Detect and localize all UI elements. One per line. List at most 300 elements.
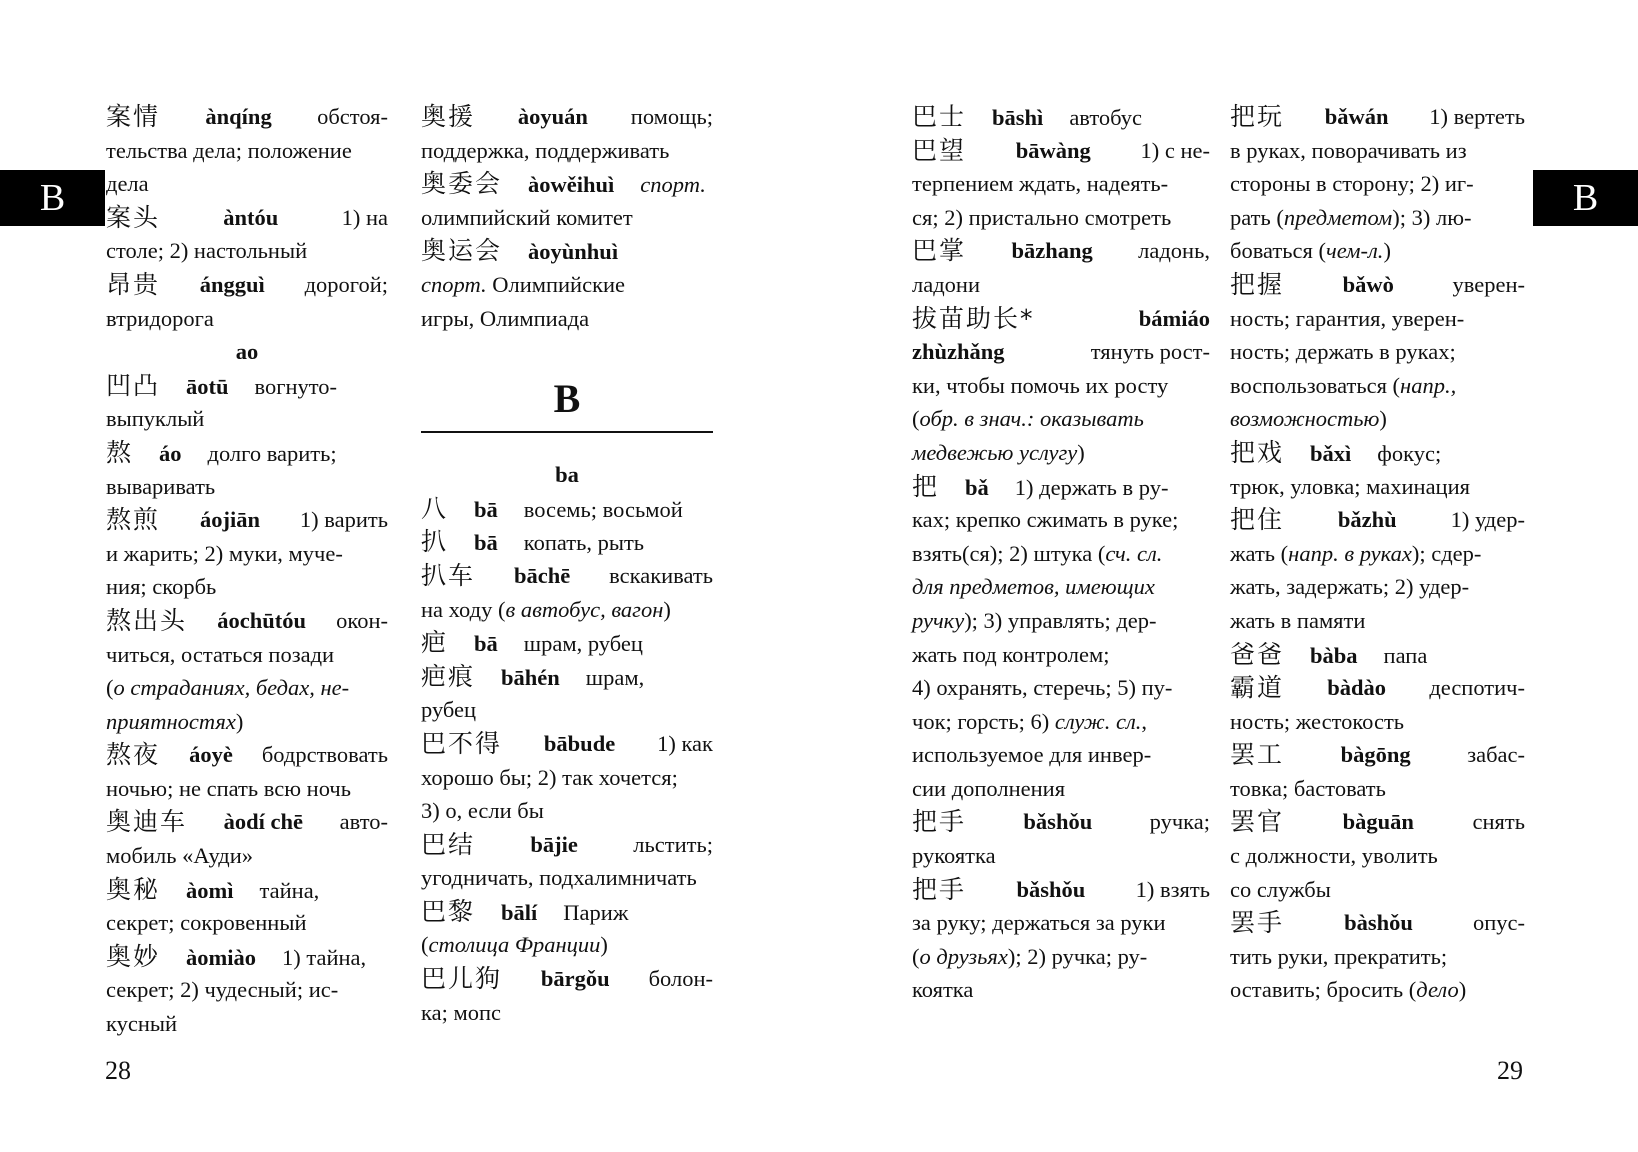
definition-italic: для предметов, имеющих (912, 574, 1155, 600)
headword-hanzi: 巴望 (912, 135, 967, 165)
definition-italic: о друзьях (919, 943, 1008, 969)
definition-italic: о страданиях, бедах, не- (113, 675, 350, 701)
entry-line (1230, 973, 1525, 1007)
definition-text: на ходу ( (421, 596, 506, 622)
pinyin: bǎzhù (1337, 507, 1397, 533)
entry-line (421, 996, 713, 1030)
entry-line (106, 302, 388, 336)
entry-line (106, 772, 388, 806)
pinyin: bāzhang (1011, 238, 1093, 264)
entry-line (421, 525, 713, 559)
entry-line (1230, 940, 1525, 974)
headword-hanzi: 把戏 (1230, 437, 1285, 467)
definition-text: читься, остаться позади (106, 641, 335, 667)
entry-line (1230, 302, 1525, 336)
pinyin: bā (474, 496, 498, 522)
definition-text: автобус (1069, 105, 1142, 130)
definition-text: ) (235, 708, 244, 734)
definition-text: 1) на (341, 204, 388, 230)
entry-line (421, 962, 713, 996)
pinyin: bǎshǒu (1016, 876, 1086, 902)
entry-line (421, 302, 713, 336)
definition-text: вскакивать (609, 562, 713, 588)
headword-hanzi: 奥委会 (421, 169, 503, 199)
entry-line (1230, 201, 1525, 235)
definition-text: ( (912, 943, 920, 969)
entry-line (912, 335, 1210, 369)
definition-text: хорошо бы; 2) так хочется; (421, 764, 678, 790)
definition-text: взять(ся); 2) штука ( (912, 540, 1106, 566)
entry-line (421, 268, 713, 302)
definition-text: обстоя- (317, 104, 388, 129)
entry-line (1230, 805, 1525, 839)
entry-line (106, 503, 388, 537)
entry-line (1230, 839, 1525, 873)
entry-line (1230, 906, 1525, 940)
definition-text: ручка; (1149, 809, 1210, 835)
definition-text: ); сдер- (1411, 540, 1482, 566)
entry-line (421, 761, 713, 795)
entry-line (912, 369, 1210, 403)
definition-text: оставить; бросить ( (1230, 977, 1417, 1003)
definition-text: ках; крепко сжимать в руке; (912, 507, 1179, 533)
definition-italic: спорт. (640, 172, 706, 198)
section-rule (421, 431, 713, 458)
pinyin: bǎxì (1310, 440, 1352, 466)
definition-text: рубец (421, 697, 477, 723)
entry-line (106, 604, 388, 638)
definition-text: трюк, уловка; махинация (1230, 473, 1470, 499)
definition-text: жать в памяти (1230, 607, 1366, 633)
definition-text: используемое для инвер- (912, 742, 1152, 768)
column-2-bottom (421, 458, 713, 1029)
pinyin: bámiáo (1138, 305, 1210, 331)
entry-line (106, 570, 388, 604)
pinyin: àomiào (186, 944, 257, 970)
definition-text: олимпийский комитет (421, 204, 633, 230)
headword-hanzi: 熬夜 (106, 740, 161, 770)
definition-text: авто- (339, 809, 388, 835)
entry-line (106, 805, 388, 839)
headword-hanzi: 巴不得 (421, 728, 503, 758)
definition-italic: предметом (1283, 204, 1393, 230)
entry-line (1230, 369, 1525, 403)
entry-line (912, 671, 1210, 705)
column-1 (106, 100, 388, 1041)
entry-line (106, 671, 388, 705)
headword-hanzi: 奥迪车 (106, 807, 188, 837)
pinyin: àodí chē (223, 809, 304, 835)
entry-line (912, 436, 1210, 470)
definition-text: жать под контролем; (912, 641, 1110, 667)
column-3 (912, 100, 1210, 1007)
entry-line (106, 873, 388, 907)
headword-hanzi: 八 (421, 493, 449, 523)
entry-line (1230, 772, 1525, 806)
definition-text: со службы (1230, 876, 1331, 902)
definition-text: ); 2) ручка; ру- (1007, 943, 1148, 969)
entry-line (1230, 604, 1525, 638)
entry-line (421, 593, 713, 627)
pinyin: bàgōng (1340, 742, 1411, 768)
entry-line (106, 973, 388, 1007)
entry-line (1230, 335, 1525, 369)
pinyin: bǎ (965, 474, 989, 500)
entry-line (1230, 436, 1525, 470)
entry-line (912, 100, 1210, 134)
pinyin: ao (235, 339, 259, 365)
headword-hanzi: 把玩 (1230, 102, 1285, 131)
definition-italic: медвежью услугу (912, 439, 1078, 465)
entry-line (912, 772, 1210, 806)
definition-text: и жарить; 2) муки, муче- (106, 540, 343, 566)
definition-text: ) (600, 932, 608, 958)
entry-line (1230, 167, 1525, 201)
definition-text: воспользоваться ( (1230, 372, 1401, 398)
headword-hanzi: 把手 (912, 874, 967, 904)
entry-line (1230, 234, 1525, 268)
definition-text: за руку; держаться за руки (912, 910, 1166, 936)
headword-hanzi: 熬 (106, 437, 134, 467)
pinyin: áojiān (199, 507, 260, 533)
definition-text: тайна, (259, 877, 320, 903)
headword-hanzi: 巴黎 (421, 896, 476, 926)
entry-line (1230, 638, 1525, 672)
definition-text: ( (421, 932, 429, 958)
pinyin: ba (555, 462, 579, 488)
pinyin: bāchē (513, 562, 571, 588)
definition-text: угодничать, подхалимничать (421, 865, 697, 891)
headword-hanzi: 巴士 (912, 102, 967, 131)
definition-text: секрет; сокровенный (106, 910, 307, 936)
definition-text: 1) с не- (1140, 137, 1210, 163)
entry-line (1230, 268, 1525, 302)
definition-italic: дело (1416, 977, 1459, 1003)
definition-text: чок; горсть; 6) (912, 708, 1055, 734)
definition-text: кусный (106, 1011, 178, 1037)
entry-line (1230, 873, 1525, 907)
definition-italic: столица Франции (428, 932, 601, 958)
definition-text: помощь; (630, 104, 713, 129)
entry-line (1230, 738, 1525, 772)
definition-text: вываривать (106, 473, 216, 499)
pinyin: bājie (530, 831, 578, 857)
pinyin: ángguì (199, 271, 265, 297)
headword-hanzi: 熬煎 (106, 505, 161, 535)
headword-hanzi: 案情 (106, 102, 161, 131)
definition-text: восемь; восьмой (523, 496, 683, 522)
headword-hanzi: 巴儿狗 (421, 964, 503, 994)
entry-line (421, 794, 713, 828)
headword-hanzi: 巴结 (421, 829, 476, 859)
entry-line (912, 537, 1210, 571)
pinyin: bàguān (1342, 809, 1414, 835)
definition-text: шрам, рубец (523, 631, 643, 657)
definition-italic: служ. сл. (1054, 708, 1142, 734)
definition-text: терпением ждать, надеять- (912, 171, 1169, 197)
pinyin: àoyùnhuì (528, 239, 619, 265)
definition-text: ) (1458, 977, 1467, 1003)
definition-text: ность; гарантия, уверен- (1230, 305, 1465, 331)
entry-line (1230, 402, 1525, 436)
pinyin: bāwàng (1015, 137, 1091, 163)
definition-text: ки, чтобы помочь их росту (912, 372, 1169, 398)
definition-text: выпуклый (106, 406, 205, 432)
entry-line (106, 1007, 388, 1041)
definition-text: ния; скорбь (106, 574, 217, 600)
definition-text: ся; 2) пристально смотреть (912, 204, 1172, 230)
entry-line (1230, 134, 1525, 168)
entry-line (1230, 537, 1525, 571)
definition-text: ночью; не спать всю ночь (106, 775, 351, 801)
entry-line (912, 470, 1210, 504)
column-4 (1230, 100, 1525, 1007)
entry-line (106, 201, 388, 235)
definition-italic: обр. в знач.: оказывать (919, 406, 1144, 432)
entry-line (106, 402, 388, 436)
definition-text: фокус; (1377, 440, 1442, 466)
entry-line (1230, 671, 1525, 705)
pinyin: bālí (501, 899, 538, 925)
entry-line (1230, 570, 1525, 604)
pinyin: áo (159, 440, 182, 466)
definition-text: ность; жестокость (1230, 708, 1405, 734)
entry-line (421, 828, 713, 862)
definition-text: 1) взять (1135, 876, 1210, 902)
entry-line (912, 134, 1210, 168)
definition-italic: в автобус, вагон (505, 596, 664, 622)
definition-text: жать ( (1230, 540, 1289, 566)
definition-text: ладонь, (1138, 238, 1210, 264)
definition-text: деспотич- (1429, 675, 1525, 701)
definition-italic: спорт. (421, 271, 487, 297)
entry-line (912, 805, 1210, 839)
entry-line (421, 201, 713, 235)
definition-text: , (1141, 708, 1148, 734)
definition-text: шрам, (585, 664, 645, 690)
pinyin: zhùzhǎng (912, 339, 1005, 365)
pinyin: àntóu (223, 204, 279, 230)
entry-line (912, 268, 1210, 302)
definition-text: бодрствовать (261, 742, 388, 768)
syllable-heading (106, 335, 388, 369)
pinyin: àowěihuì (528, 172, 615, 198)
definition-text: снять (1472, 809, 1525, 835)
definition-text: тельства дела; положение (106, 137, 352, 163)
headword-hanzi: 罢手 (1230, 908, 1285, 938)
headword-hanzi: 霸道 (1230, 673, 1285, 703)
entry-line (421, 693, 713, 727)
definition-text: папа (1383, 642, 1428, 668)
definition-italic: приятностях (106, 708, 236, 734)
headword-hanzi: 案头 (106, 202, 161, 232)
definition-text: ); 3) лю- (1392, 204, 1472, 230)
definition-italic: возможностью (1230, 406, 1380, 432)
entry-line (1230, 100, 1525, 134)
headword-hanzi: 奥妙 (106, 941, 161, 971)
column-2-top (421, 100, 713, 335)
definition-text: ) (1379, 406, 1387, 432)
pinyin: bǎshǒu (1023, 809, 1093, 835)
pinyin: àomì (186, 877, 234, 903)
definition-text: ладони (912, 271, 980, 297)
entry-line (106, 436, 388, 470)
entry-line (912, 839, 1210, 873)
entry-line (1230, 470, 1525, 504)
section-heading: B (553, 376, 581, 422)
entry-line (421, 167, 713, 201)
definition-text: с должности, уволить (1230, 843, 1438, 869)
headword-hanzi: 熬出头 (106, 605, 188, 635)
definition-text: 1) вертеть (1429, 104, 1525, 129)
definition-text: 1) варить (299, 507, 388, 533)
entry-line (106, 268, 388, 302)
definition-italic: ручку (912, 607, 965, 633)
pinyin: bǎwán (1324, 104, 1389, 129)
entry-line (912, 570, 1210, 604)
entry-line (912, 167, 1210, 201)
entry-line (106, 470, 388, 504)
headword-hanzi: 疤 (421, 628, 449, 658)
pinyin: ànqíng (205, 104, 272, 129)
entry-line (912, 873, 1210, 907)
definition-text: ность; держать в руках; (1230, 339, 1456, 365)
entry-line (106, 369, 388, 403)
definition-text: игры, Олимпиада (421, 305, 590, 331)
definition-text: Париж (563, 899, 629, 925)
entry-line (1230, 503, 1525, 537)
column-2 (421, 100, 713, 1029)
entry-line (421, 626, 713, 660)
syllable-heading (421, 458, 713, 492)
headword-hanzi: 扒 (421, 527, 449, 557)
definition-text: сии дополнения (912, 775, 1066, 801)
headword-hanzi: 把手 (912, 807, 967, 837)
headword-hanzi: 凹凸 (106, 370, 161, 400)
pinyin: bāhén (501, 664, 560, 690)
definition-text: 4) охранять, стеречь; 5) пу- (912, 675, 1173, 701)
definition-text: секрет; 2) чудесный; ис- (106, 977, 339, 1003)
entry-line (106, 167, 388, 201)
headword-hanzi: 把住 (1230, 505, 1285, 535)
definition-italic: напр., (1400, 372, 1457, 398)
pinyin: āotū (186, 373, 229, 399)
definition-text: ) (1077, 439, 1085, 465)
definition-text: ) (663, 596, 671, 622)
pinyin: bāshì (992, 105, 1044, 130)
entry-line (421, 559, 713, 593)
headword-hanzi: 拔苗助长* (912, 303, 1035, 333)
entry-line (106, 638, 388, 672)
entry-line (106, 537, 388, 571)
definition-text: поддержка, поддерживать (421, 137, 670, 163)
pinyin: áochūtóu (217, 607, 306, 633)
page-number-left: 28 (105, 1056, 131, 1085)
entry-line (106, 705, 388, 739)
headword-hanzi: 把握 (1230, 269, 1285, 299)
definition-italic: напр. в руках (1288, 540, 1412, 566)
definition-text: окон- (336, 607, 388, 633)
entry-line (106, 940, 388, 974)
entry-line (106, 738, 388, 772)
definition-text: жать, задержать; 2) удер- (1230, 574, 1470, 600)
entry-line (912, 503, 1210, 537)
definition-text: стороны в сторону; 2) иг- (1230, 171, 1474, 197)
headword-hanzi: 扒车 (421, 560, 476, 590)
definition-text: Олимпийские (486, 271, 626, 297)
definition-text: ка; мопс (421, 999, 501, 1025)
definition-text: долго варить; (207, 440, 337, 466)
entry-line (912, 906, 1210, 940)
definition-text: 1) как (657, 730, 713, 756)
entry-line (421, 234, 713, 268)
definition-text: тянуть рост- (1090, 339, 1210, 365)
definition-text: ) (1383, 238, 1391, 264)
definition-text: опус- (1472, 910, 1525, 936)
pinyin: bàdào (1327, 675, 1387, 701)
definition-text: 3) о, если бы (421, 798, 544, 824)
entry-line (421, 492, 713, 526)
entry-line (106, 100, 388, 134)
definition-text: вогнуто- (254, 373, 338, 399)
definition-text: тить руки, прекратить; (1230, 943, 1448, 969)
entry-line (106, 134, 388, 168)
definition-text: 1) держать в ру- (1014, 474, 1169, 500)
headword-hanzi: 罢工 (1230, 740, 1285, 770)
headword-hanzi: 疤痕 (421, 661, 476, 691)
definition-text: рукоятка (912, 843, 996, 869)
pinyin: bārgǒu (540, 966, 610, 992)
entry-line (912, 402, 1210, 436)
entry-line (912, 201, 1210, 235)
entry-line (1230, 705, 1525, 739)
definition-text: забас- (1467, 742, 1525, 768)
entry-line (421, 727, 713, 761)
definition-text: 1) тайна, (282, 944, 367, 970)
entry-line (912, 973, 1210, 1007)
definition-text: дела (106, 171, 149, 197)
pinyin: bàba (1310, 642, 1358, 668)
definition-italic: сч. сл. (1105, 540, 1163, 566)
definition-text: втридорога (106, 305, 214, 331)
entry-line (912, 234, 1210, 268)
definition-text: ( (912, 406, 920, 432)
headword-hanzi: 爸爸 (1230, 639, 1285, 669)
entry-line (421, 660, 713, 694)
entry-line (912, 705, 1210, 739)
definition-text: мобиль «Ауди» (106, 843, 254, 869)
pinyin: bā (474, 530, 498, 556)
definition-text: боваться ( (1230, 238, 1326, 264)
headword-hanzi: 罢官 (1230, 807, 1285, 837)
headword-hanzi: 把 (912, 471, 940, 501)
headword-hanzi: 巴掌 (912, 236, 967, 266)
pinyin: áoyè (189, 742, 233, 768)
entry-line (912, 302, 1210, 336)
definition-text: товка; бастовать (1230, 775, 1386, 801)
definition-text: ( (106, 675, 114, 701)
pinyin: bàshǒu (1344, 910, 1413, 936)
entry-line (912, 738, 1210, 772)
definition-text: столе; 2) настольный (106, 238, 308, 264)
entry-line (106, 234, 388, 268)
definition-text: болон- (648, 966, 713, 992)
definition-text: 1) удер- (1450, 507, 1525, 533)
entry-line (421, 928, 713, 962)
entry-line (912, 638, 1210, 672)
entry-line (106, 906, 388, 940)
definition-text: уверен- (1452, 271, 1525, 297)
